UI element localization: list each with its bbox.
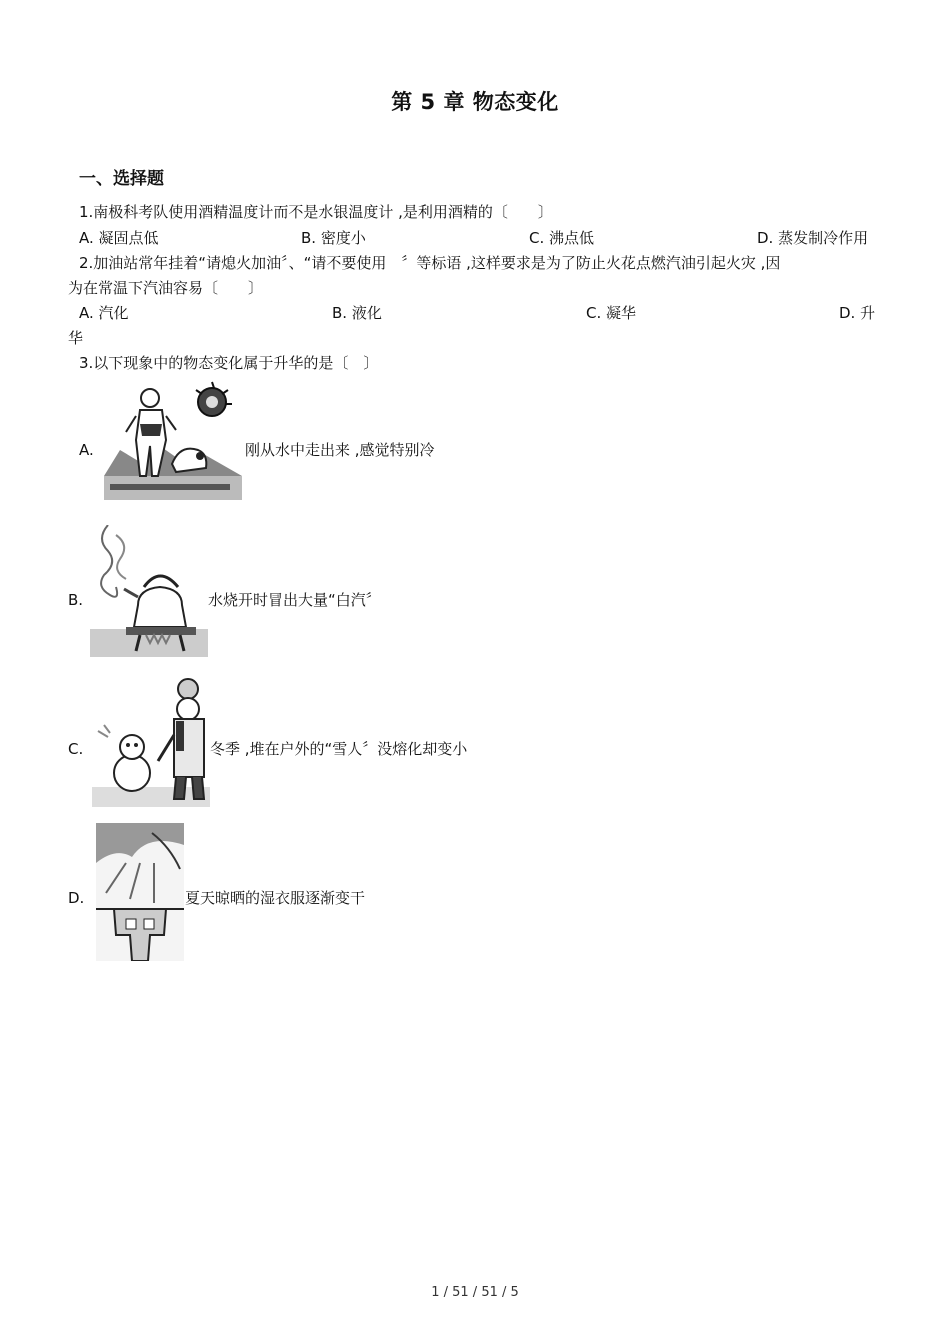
section-heading: 一、选择题 [79,169,164,189]
question-1-option-b: B. 密度小 [301,229,366,247]
question-3-option-b-letter: B. [68,591,84,609]
man-out-of-water-illustration [100,380,245,512]
page-footer: 1 / 51 / 51 / 5 [431,1285,519,1300]
question-3-option-c-letter: C. [68,740,84,758]
question-2-option-a: A. 汽化 [79,304,129,322]
snowman-illustration [92,675,210,807]
question-3-option-a-letter: A. [79,441,94,459]
question-2-option-b: B. 液化 [332,304,382,322]
question-3-option-d-text: 夏天晾晒的湿衣服逐渐变干 [185,889,366,907]
question-3-option-a-text: 刚从水中走出来 ,感觉特别冷 [245,441,435,459]
question-2-option-c: C. 凝华 [586,304,637,322]
question-3-option-d-letter: D. [68,889,85,907]
question-1-option-d: D. 蒸发制冷作用 [757,229,869,247]
question-2-stem-line1: 2.加油站常年挂着“请熄火加油〞、“请不要使用 〞等标语 ,这样要求是为了防止火花点燃汽油引起火灾 ,因 [79,254,781,272]
question-2-stem-line2: 为在常温下汽油容易〔 〕 [68,279,264,297]
drying-clothes-illustration [96,823,184,961]
page-title: 第 5 章 物态变化 [391,90,559,114]
question-2-option-d-wrap: 华 [68,329,84,347]
question-3-option-c-text: 冬季 ,堆在户外的“雪人〞没熔化却变小 [210,740,468,758]
boiling-kettle-illustration [90,525,210,657]
question-1-option-a: A. 凝固点低 [79,229,159,247]
question-3-option-b-text: 水烧开时冒出大量“白汽〞 [208,591,381,609]
question-1-stem: 1.南极科考队使用酒精温度计而不是水银温度计 ,是利用酒精的〔 〕 [79,203,553,221]
question-2-option-d: D. 升 [839,304,876,322]
question-3-stem: 3.以下现象中的物态变化属于升华的是〔 〕 [79,354,379,372]
question-1-option-c: C. 沸点低 [529,229,595,247]
